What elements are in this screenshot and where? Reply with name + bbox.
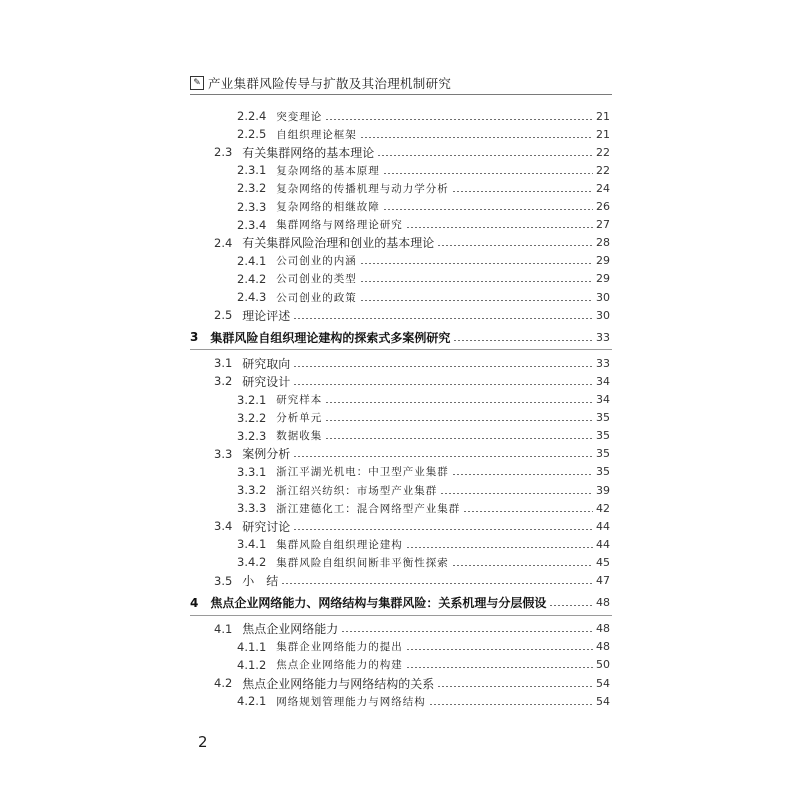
dot-leader xyxy=(453,340,593,341)
dot-leader xyxy=(293,529,593,530)
dot-leader xyxy=(293,318,593,319)
toc-entry-title: 复杂网络的传播机理与动力学分析 xyxy=(276,182,449,195)
toc-entry xyxy=(237,125,610,143)
toc-entry xyxy=(237,499,610,517)
dot-leader xyxy=(463,511,593,512)
toc-entry-number: 2.3.2 xyxy=(237,181,267,196)
toc-entry xyxy=(237,216,610,234)
toc-entry-title: 焦点企业网络能力与网络结构的关系 xyxy=(242,676,435,691)
toc-entry xyxy=(237,198,610,216)
dot-leader xyxy=(360,263,593,264)
toc-entry-number: 2.3.4 xyxy=(237,217,267,232)
toc-entry-title: 数据收集 xyxy=(276,430,323,443)
toc-entry-title: 集群风险自组织间断非平衡性探索 xyxy=(276,556,449,569)
toc-entry-page: 54 xyxy=(596,676,610,690)
toc-entry-title: 研究样本 xyxy=(276,394,323,406)
toc-entry xyxy=(237,288,610,306)
toc-entry xyxy=(190,594,610,612)
toc-entry-number: 2.2.5 xyxy=(237,127,267,142)
toc-entry-number: 3.1 xyxy=(214,356,233,371)
dot-leader xyxy=(549,605,593,606)
toc-entry xyxy=(237,463,610,481)
toc-entry-title: 集群风险自组织理论建构 xyxy=(276,538,403,551)
toc-entry xyxy=(237,535,610,553)
toc-entry-title: 有关集群风险治理和创业的基本理论 xyxy=(242,236,435,251)
toc-entry-title: 焦点企业网络能力的构建 xyxy=(276,659,403,672)
toc-entry-title: 有关集群网络的基本理论 xyxy=(242,145,375,160)
book-title: 产业集群风险传导与扩散及其治理机制研究 xyxy=(208,76,452,91)
toc-entry xyxy=(237,638,610,656)
toc-entry xyxy=(237,161,610,179)
toc-entry-title: 研究讨论 xyxy=(242,519,291,534)
toc-entry-title: 研究设计 xyxy=(242,374,291,389)
toc-entry-number: 2.3 xyxy=(214,145,233,160)
toc-entry-number: 2.4 xyxy=(214,235,233,250)
toc-entry-page: 54 xyxy=(596,694,610,708)
toc-entry-title: 案例分析 xyxy=(242,447,291,462)
page-number: 2 xyxy=(198,733,208,751)
toc-entry-number: 4.2 xyxy=(214,676,233,690)
toc-entry-number: 2.4.1 xyxy=(237,253,267,268)
toc-entry-number: 2.4.3 xyxy=(237,290,267,304)
toc-entry-page: 22 xyxy=(596,163,610,177)
toc-entry-title: 公司创业的类型 xyxy=(276,273,357,286)
dot-leader xyxy=(325,438,593,439)
dot-leader xyxy=(437,686,593,687)
toc-entry xyxy=(214,143,610,161)
toc-entry xyxy=(214,372,610,390)
toc-entry-page: 50 xyxy=(596,658,610,672)
dot-leader xyxy=(293,366,593,367)
toc-entry xyxy=(237,553,610,571)
toc-entry-title: 小 结 xyxy=(242,574,279,588)
toc-entry-title: 焦点企业网络能力 xyxy=(242,622,339,637)
toc-entry-page: 44 xyxy=(596,537,610,551)
toc-entry-number: 3.2.2 xyxy=(237,410,267,425)
dot-leader xyxy=(452,565,593,566)
dot-leader xyxy=(281,583,593,584)
toc-entry-title: 浙江平湖光机电：中卫型产业集群 xyxy=(276,466,449,479)
toc-entry xyxy=(214,234,610,252)
toc-entry-page: 42 xyxy=(596,501,610,515)
dot-leader xyxy=(325,119,593,120)
dot-leader xyxy=(293,384,593,385)
toc-entry-title: 网络规划管理能力与网络结构 xyxy=(276,695,426,708)
toc-entry-number: 2.5 xyxy=(214,308,233,323)
dot-leader xyxy=(325,402,593,403)
toc-entry-page: 30 xyxy=(596,290,610,304)
toc-entry xyxy=(214,306,610,324)
chapter-divider xyxy=(190,349,612,350)
toc-entry-page: 48 xyxy=(596,622,610,636)
dot-leader xyxy=(452,191,593,192)
toc-entry-page: 48 xyxy=(596,640,610,654)
dot-leader xyxy=(406,667,593,668)
toc-entry-page: 24 xyxy=(596,181,610,195)
toc-entry-page: 35 xyxy=(596,465,610,479)
toc-entry-title: 公司创业的内涵 xyxy=(276,255,357,268)
toc-entry-title: 浙江建德化工：混合网络型产业集群 xyxy=(276,502,461,515)
toc-entry-page: 30 xyxy=(596,308,610,322)
toc-entry-number: 4.1.1 xyxy=(237,639,267,654)
toc-entry-page: 26 xyxy=(596,200,610,213)
toc-entry xyxy=(237,427,610,445)
dot-leader xyxy=(440,493,593,494)
toc-entry-page: 33 xyxy=(596,330,610,344)
toc-entry-page: 21 xyxy=(596,109,610,123)
toc-entry xyxy=(237,107,610,125)
toc-entry-number: 3.2 xyxy=(214,374,233,389)
toc-entry-page: 29 xyxy=(596,272,610,286)
toc-entry-number: 4.1 xyxy=(214,621,233,636)
toc-entry-page: 48 xyxy=(596,596,610,610)
toc-entry-number: 2.3.1 xyxy=(237,163,267,178)
toc-entry-page: 35 xyxy=(596,429,610,443)
dot-leader xyxy=(360,137,593,138)
toc-entry-title: 自组织理论框架 xyxy=(276,128,357,141)
toc-entry-title: 公司创业的政策 xyxy=(276,291,357,304)
toc-entry-page: 35 xyxy=(596,447,610,461)
toc-entry xyxy=(237,656,610,674)
toc-entry xyxy=(214,445,610,463)
dot-leader xyxy=(341,631,593,632)
toc-entry-page: 33 xyxy=(596,356,610,370)
toc-entry-title: 分析单元 xyxy=(276,412,323,425)
toc-entry-number: 3.3.1 xyxy=(237,464,267,479)
chapter-divider xyxy=(190,615,612,616)
toc-entry xyxy=(237,179,610,197)
toc-entry-title: 研究取向 xyxy=(242,356,291,371)
toc-entry-number: 3.4.1 xyxy=(237,537,267,552)
toc-entry-title: 集群网络与网络理论研究 xyxy=(276,219,403,232)
dot-leader xyxy=(377,155,593,156)
dot-leader xyxy=(383,173,593,174)
dot-leader xyxy=(360,281,593,282)
toc-entry-number: 3.3.2 xyxy=(237,483,267,497)
toc-entry-page: 34 xyxy=(596,393,610,406)
toc-entry-page: 27 xyxy=(596,218,610,232)
toc-entry-page: 39 xyxy=(596,483,610,497)
toc-entry-page: 45 xyxy=(596,555,610,569)
dot-leader xyxy=(383,209,593,210)
dot-leader xyxy=(360,300,593,301)
toc-entry xyxy=(237,252,610,270)
toc-entry xyxy=(190,328,610,346)
toc-entry-page: 35 xyxy=(596,411,610,425)
toc-entry xyxy=(237,270,610,288)
toc-entry-number: 3.3.3 xyxy=(237,501,267,516)
toc-entry xyxy=(214,572,610,590)
toc-entry xyxy=(237,481,610,499)
toc-entry-number: 4.2.1 xyxy=(237,694,267,709)
dot-leader xyxy=(325,420,593,421)
toc-entry-title: 理论评述 xyxy=(242,308,291,323)
toc-entry-number: 2.3.3 xyxy=(237,199,267,214)
dot-leader xyxy=(406,547,593,548)
toc-entry-page: 21 xyxy=(596,127,610,141)
toc-entry-number: 4.1.2 xyxy=(237,657,267,672)
toc-entry-title: 集群风险自组织理论建构的探索式多案例研究 xyxy=(210,330,451,345)
toc-entry-title: 复杂网络的相继故障 xyxy=(276,201,380,213)
toc-entry-number: 3.3 xyxy=(214,446,233,461)
toc-entry-title: 复杂网络的基本原理 xyxy=(276,164,380,177)
dot-leader xyxy=(437,245,593,246)
book-icon: ✎ xyxy=(190,76,204,90)
toc-entry-number: 3.2.1 xyxy=(237,392,267,407)
toc-entry-number: 4 xyxy=(190,595,199,610)
toc-entry-number: 2.2.4 xyxy=(237,109,267,123)
toc-entry-page: 47 xyxy=(596,574,610,587)
dot-leader xyxy=(429,704,593,705)
toc-entry-page: 44 xyxy=(596,519,610,533)
toc-entry-page: 29 xyxy=(596,254,610,268)
toc-entry-title: 浙江绍兴纺织：市场型产业集群 xyxy=(276,484,438,497)
dot-leader xyxy=(406,227,593,228)
toc-entry xyxy=(214,517,610,535)
toc-entry-number: 2.4.2 xyxy=(237,271,267,286)
toc-entry-number: 3 xyxy=(190,330,199,345)
toc-entry xyxy=(214,620,610,638)
toc-entry-title: 突变理论 xyxy=(276,110,323,123)
toc-entry-number: 3.5 xyxy=(214,573,233,588)
toc-entry-number: 3.4 xyxy=(214,519,233,534)
toc-entry-number: 3.2.3 xyxy=(237,428,267,443)
toc-entry-title: 焦点企业网络能力、网络结构与集群风险：关系机理与分层假设 xyxy=(210,596,547,611)
toc-entry xyxy=(237,391,610,409)
toc-entry-number: 3.4.2 xyxy=(237,555,267,570)
toc-entry xyxy=(214,354,610,372)
toc-entry-title: 集群企业网络能力的提出 xyxy=(276,641,403,654)
dot-leader xyxy=(406,649,593,650)
dot-leader xyxy=(452,474,593,475)
toc-entry xyxy=(237,692,610,710)
toc-entry xyxy=(237,409,610,427)
toc-entry xyxy=(214,674,610,692)
toc-entry-page: 28 xyxy=(596,236,610,250)
toc-entry-page: 22 xyxy=(596,145,610,159)
toc-entry-page: 34 xyxy=(596,374,610,388)
dot-leader xyxy=(293,456,593,457)
